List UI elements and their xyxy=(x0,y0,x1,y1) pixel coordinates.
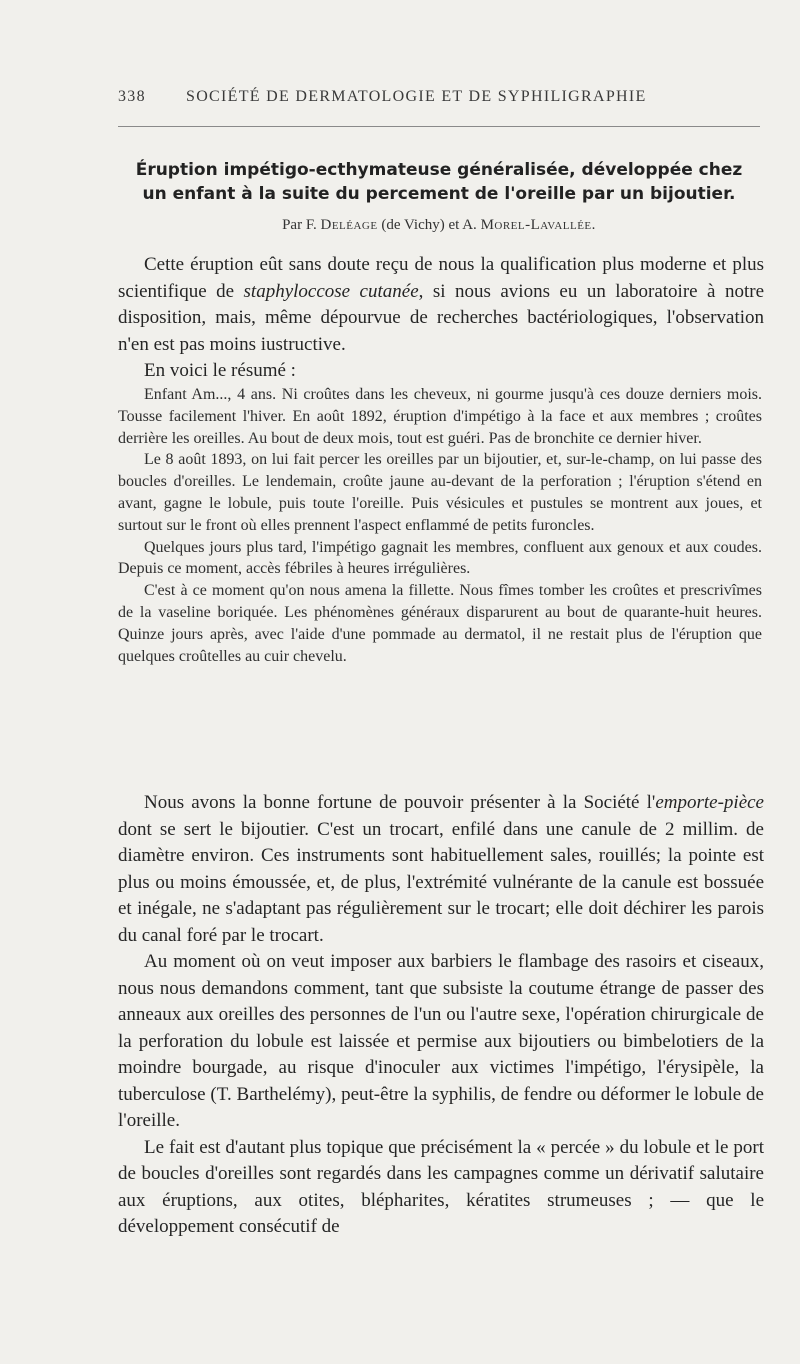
discussion-text-b: dont se sert le bijoutier. C'est un trocart, enfilé dans une canule de 2 millim. de diamètre environ. Ces instruments sont habituellement sales, rouillés; la pointe est plus ou moins émoussée, et, de plus, l'extrémité vulnérante de la canule est bossuée et inégale, ne s'adaptant pas régulièrement sur le trocart; elle doit déchirer les parois du canal foré par le trocart. xyxy=(118,818,764,946)
intro-paragraph xyxy=(118,252,764,358)
case-report xyxy=(118,384,762,667)
byline xyxy=(118,217,760,234)
intro-italic-term: staphyloccose cutanée xyxy=(243,280,419,302)
case-paragraph: Le 8 août 1893, on lui fait percer les oreilles par un bijoutier, et, sur-le-champ, on lui passe des boucles d'oreilles. Le lendemain, croûte jaune au-devant de la perforation ; l'éruption s'étend en avant, gagne le lobule, puis toute l'oreille. Puis vésicules et pustules se montrent aux joues, et surtout sur le front où elles prennent l'aspect enflammé de petits furoncles. xyxy=(118,451,762,534)
article-title-line-1: Éruption impétigo-ecthymateuse généralisée, développée chez xyxy=(135,160,743,180)
header-rule xyxy=(118,126,760,127)
discussion-italic-term: emporte-pièce xyxy=(655,792,764,813)
discussion-paragraph-1 xyxy=(118,790,764,949)
discussion-paragraph-3: Le fait est d'autant plus topique que précisément la « percée » du lobule et le port de boucles d'oreilles sont regardés dans les campagnes comme un dérivatif salutaire aux éruptions, aux otites, blépharites, kératites strumeuses ; — que le développement consécutif de xyxy=(118,1136,764,1237)
page-number: 338 xyxy=(118,88,146,105)
case-paragraph: Enfant Am..., 4 ans. Ni croûtes dans les cheveux, ni gourme jusqu'à ces douze derniers mois. Tousse facilement l'hiver. En août 1892, éruption d'impétigo à la face et aux membres ; croûtes derrière les oreilles. Au bout de deux mois, tout est guéri. Pas de bronchite ce dernier hiver. xyxy=(118,386,762,447)
running-head xyxy=(118,88,758,114)
byline-par: Par F. xyxy=(282,217,317,233)
resume-line: En voici le résumé : xyxy=(144,360,296,381)
article-title-line-2: un enfant à la suite du percement de l'oreille par un bijoutier. xyxy=(142,184,736,204)
byline-author-1: Deléage xyxy=(320,217,378,233)
intro-section xyxy=(118,252,764,385)
intro-text-b: , si nous avions eu un laboratoire à notre disposition, mais, même dépourvue de recherches bactériologiques, l'observation n'en est pas moins iustructive. xyxy=(118,280,764,355)
byline-place: (de Vichy) et A. xyxy=(381,217,477,233)
journal-title: SOCIÉTÉ DE DERMATOLOGIE ET DE SYPHILIGRAPHIE xyxy=(186,88,647,105)
discussion-section xyxy=(118,790,764,1241)
byline-author-2: Morel-Lavallée. xyxy=(480,217,596,233)
intro-text-a: Cette éruption eût sans doute reçu de nous la qualification plus moderne et plus scientifique de xyxy=(118,254,764,302)
case-paragraph: C'est à ce moment qu'on nous amena la fillette. Nous fîmes tomber les croûtes et prescrivîmes de la vaseline boriquée. Les phénomènes généraux disparurent au bout de quarante-huit heures. Quinze jours après, avec l'aide d'une pommade au dermatol, il ne restait plus de l'éruption que quelques croûtelles au cuir chevelu. xyxy=(118,582,762,665)
article-title xyxy=(118,158,760,206)
case-paragraph: Quelques jours plus tard, l'impétigo gagnait les membres, confluent aux genoux et aux coudes. Depuis ce moment, accès fébriles à heures irrégulières. xyxy=(118,538,762,578)
discussion-paragraph-2: Au moment où on veut imposer aux barbiers le flambage des rasoirs et ciseaux, nous nous demandons comment, tant que subsiste la coutume étrange de passer des anneaux aux oreilles des personnes de l'un ou l'autre sexe, l'opération chirurgicale de la perforation du lobule est laissée et permise aux bijoutiers ou bimbelotiers de la moindre bourgade, au risque d'inoculer aux victimes l'impétigo, l'érysipèle, la tuberculose (T. Barthelémy), peut-être la syphilis, de fendre ou déformer le lobule de l'oreille. xyxy=(118,951,764,1131)
discussion-text-a: Nous avons la bonne fortune de pouvoir présenter à la Société l' xyxy=(144,792,656,813)
